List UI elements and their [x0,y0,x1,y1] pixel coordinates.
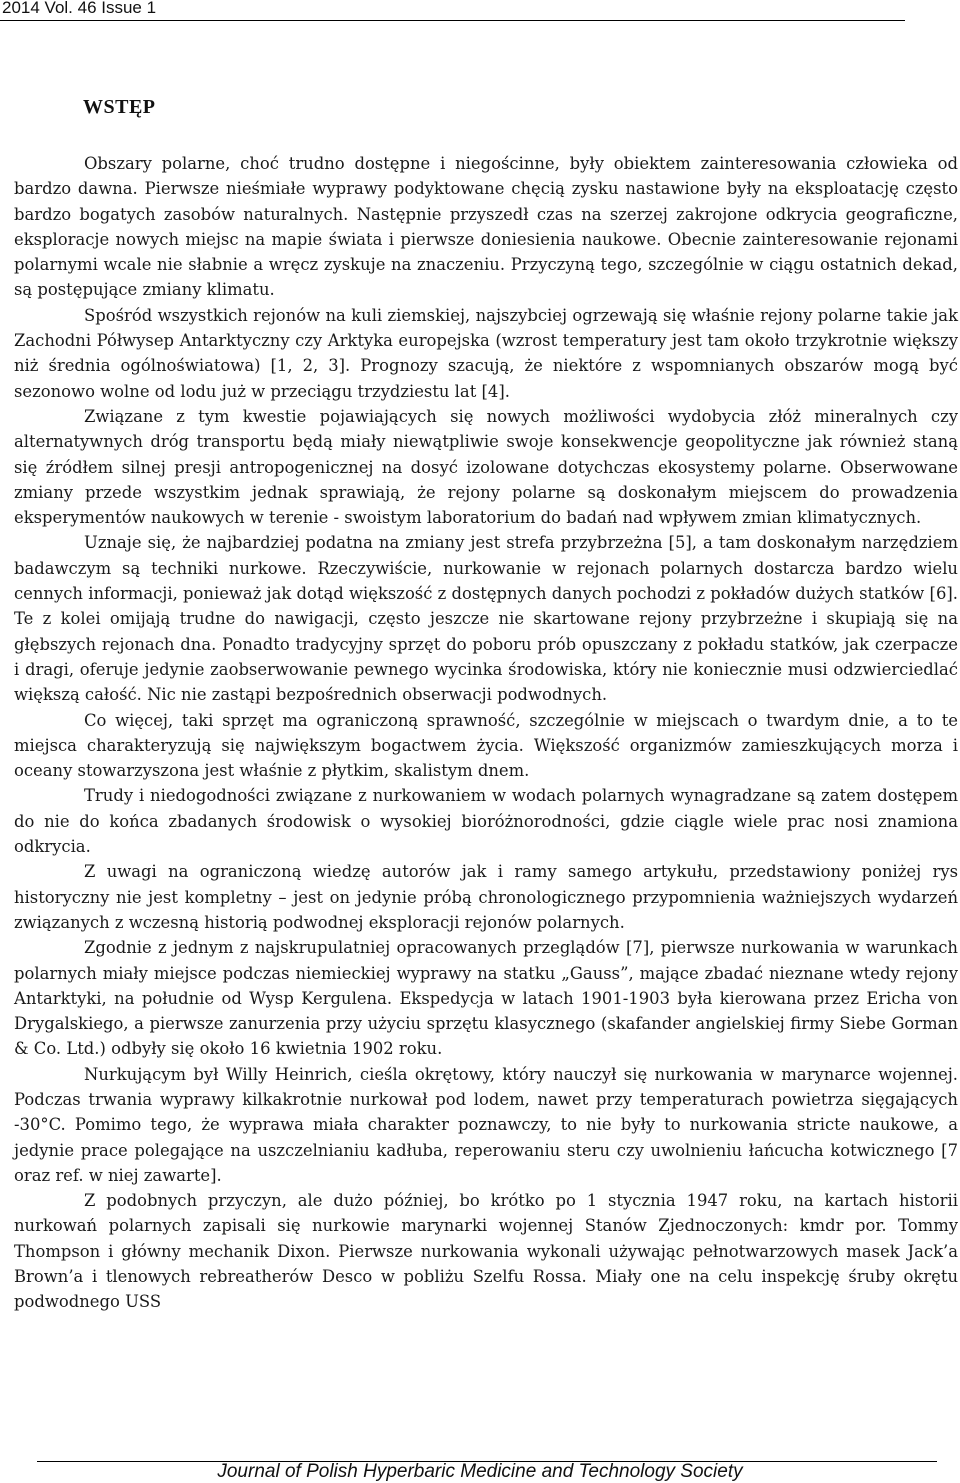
paragraph: Co więcej, taki sprzęt ma ograniczoną sprawność, szczególnie w miejscach o twardym dnie, a to te miejsca charakteryzują się największym bogactwem życia. Większość organizmów zamieszkujących morza i oceany stowarzyszona jest właśnie z płytkim, skalistym dnem. [14,710,958,781]
paragraph: Z podobnych przyczyn, ale dużo później, bo krótko po 1 stycznia 1947 roku, na kartach historii nurkowań polarnych zapisali się nurkowie marynarki wojennej Stanów Zjednoczonych: kmdr por. Tommy Thompson i główny mechanik Dixon. Pierwsze nurkowania wykonali używając pełnotwarzowych masek Jack’a Brown’a i tlenowych rebreatherów Desco w pobliżu Szelfu Rossa. Miały one na celu inspekcję śruby okrętu podwodnego USS [14,1191,958,1312]
paragraph: Związane z tym kwestie pojawiających się nowych możliwości wydobycia złóż mineralnych czy alternatywnych dróg transportu będą miały niewątpliwie swoje konsekwencje geopolityczne jak również staną się źródłem silnej presji antropogenicznej na dosyć izolowane dotychczas ekosystemy polarne. Obserwowane zmiany przede wszystkim jednak sprawiają, że rejony polarne są doskonałym miejscem do prowadzenia eksperymentów naukowych w terenie - swoistym laboratorium do badań nad wpływem zmian klimatycznych. [14,406,958,528]
section-title: WSTĘP [83,96,156,118]
paragraph: Uznaje się, że najbardziej podatna na zmiany jest strefa przybrzeżna [5], a tam doskonałym narzędziem badawczym są techniki nurkowe. Rzeczywiście, nurkowanie w rejonach polarnych dostarcza bardzo wielu cennych informacji, ponieważ jak dotąd większość z dostępnych danych pochodzi z pokładów dużych statków [6]. Te z kolei omijają trudne do nawigacji, często jeszcze nie skartowane rejony przybrzeżne i skupiają się na głębszych rejonach dna. Ponadto tradycyjny sprzęt do poboru prób opuszczany z pokładu statków, jak czerpacze i dragi, oferuje jedynie zaobserwowanie pewnego wycinka środowiska, który nie koniecznie musi odzwierciedlać większą całość. Nic nie zastąpi bezpośrednich obserwacji podwodnych. [14,533,958,705]
paragraph: Trudy i niedogodności związane z nurkowaniem w wodach polarnych wynagradzane są zatem dostępem do nie do końca zbadanych środowisk o wysokiej bioróżnorodności, gdzie ciągle wiele prac nosi znamiona odkrycia. [14,786,958,857]
paragraph: Obszary polarne, choć trudno dostępne i niegościnne, były obiektem zainteresowania człowieka od bardzo dawna. Pierwsze nieśmiałe wyprawy podyktowane chęcią zysku nastawione były na eksploatację często bardzo bogatych zasobów naturalnych. Następnie przyszedł czas na szerzej zakrojone odkrycia geograficzne, eksploracje nowych miejsc na mapie świata i pierwsze doniesienia naukowe. Obecnie zainteresowanie rejonami polarnymi wcale nie słabnie a wręcz zyskuje na znaczeniu. Przyczyną tego, szczególnie w ciągu ostatnich dekad, są postępujące zmiany klimatu. [14,154,958,300]
paragraph: Z uwagi na ograniczoną wiedzę autorów jak i ramy samego artykułu, przedstawiony poniżej rys historyczny nie jest kompletny – jest on jedynie próbą chronologicznego przypomnienia ważniejszych wydarzeń związanych z wczesną historią podwodnej eksploracji rejonów polarnych. [14,862,958,932]
issue-label: 2014 Vol. 46 Issue 1 [2,0,157,17]
paragraph: Nurkującym był Willy Heinrich, cieśla okrętowy, który nauczył się nurkowania w marynarce wojennej. Podczas trwania wyprawy kilkakrotnie nurkował pod lodem, nawet przy temperaturach powietrza sięgających -30°C. Pomimo tego, że wyprawa miała charakter poznawczy, to nie były to nurkowania stricte naukowe, a jedynie prace polegające na uszczelnianiu kadłuba, reperowaniu steru czy uwolnieniu łańcucha kotwicznego [7 oraz ref. w niej zawarte]. [14,1064,958,1185]
article-body [14,151,958,1315]
page-header [0,0,905,21]
page-footer: Journal of Polish Hyperbaric Medicine and Technology Society [217,1461,743,1482]
paragraph: Spośród wszystkich rejonów na kuli ziemskiej, najszybciej ogrzewają się właśnie rejony polarne takie jak Zachodni Półwysep Antarktyczny czy Arktyka europejska (wzrost temperatury jest tam około trzykrotnie większy niż średnia ogólnoświatowa) [1, 2, 3]. Prognozy szacują, że niektóre z wspomnianych obszarów mogą być sezonowo wolne od lodu już w przeciągu trzydziestu lat [4]. [14,305,958,401]
paragraph: Zgodnie z jednym z najskrupulatniej opracowanych przeglądów [7], pierwsze nurkowania w warunkach polarnych miały miejsce podczas niemieckiej wyprawy na statku „Gauss”, mające zbadać nieznane wtedy rejony Antarktyki, na południe od Wysp Kergulena. Ekspedycja w latach 1901-1903 była kierowana przez Ericha von Drygalskiego, a pierwsze zanurzenia przy użyciu sprzętu klasycznego (skafander angielskiej firmy Siebe Gorman & Co. Ltd.) odbyły się około 16 kwietnia 1902 roku. [14,938,958,1059]
